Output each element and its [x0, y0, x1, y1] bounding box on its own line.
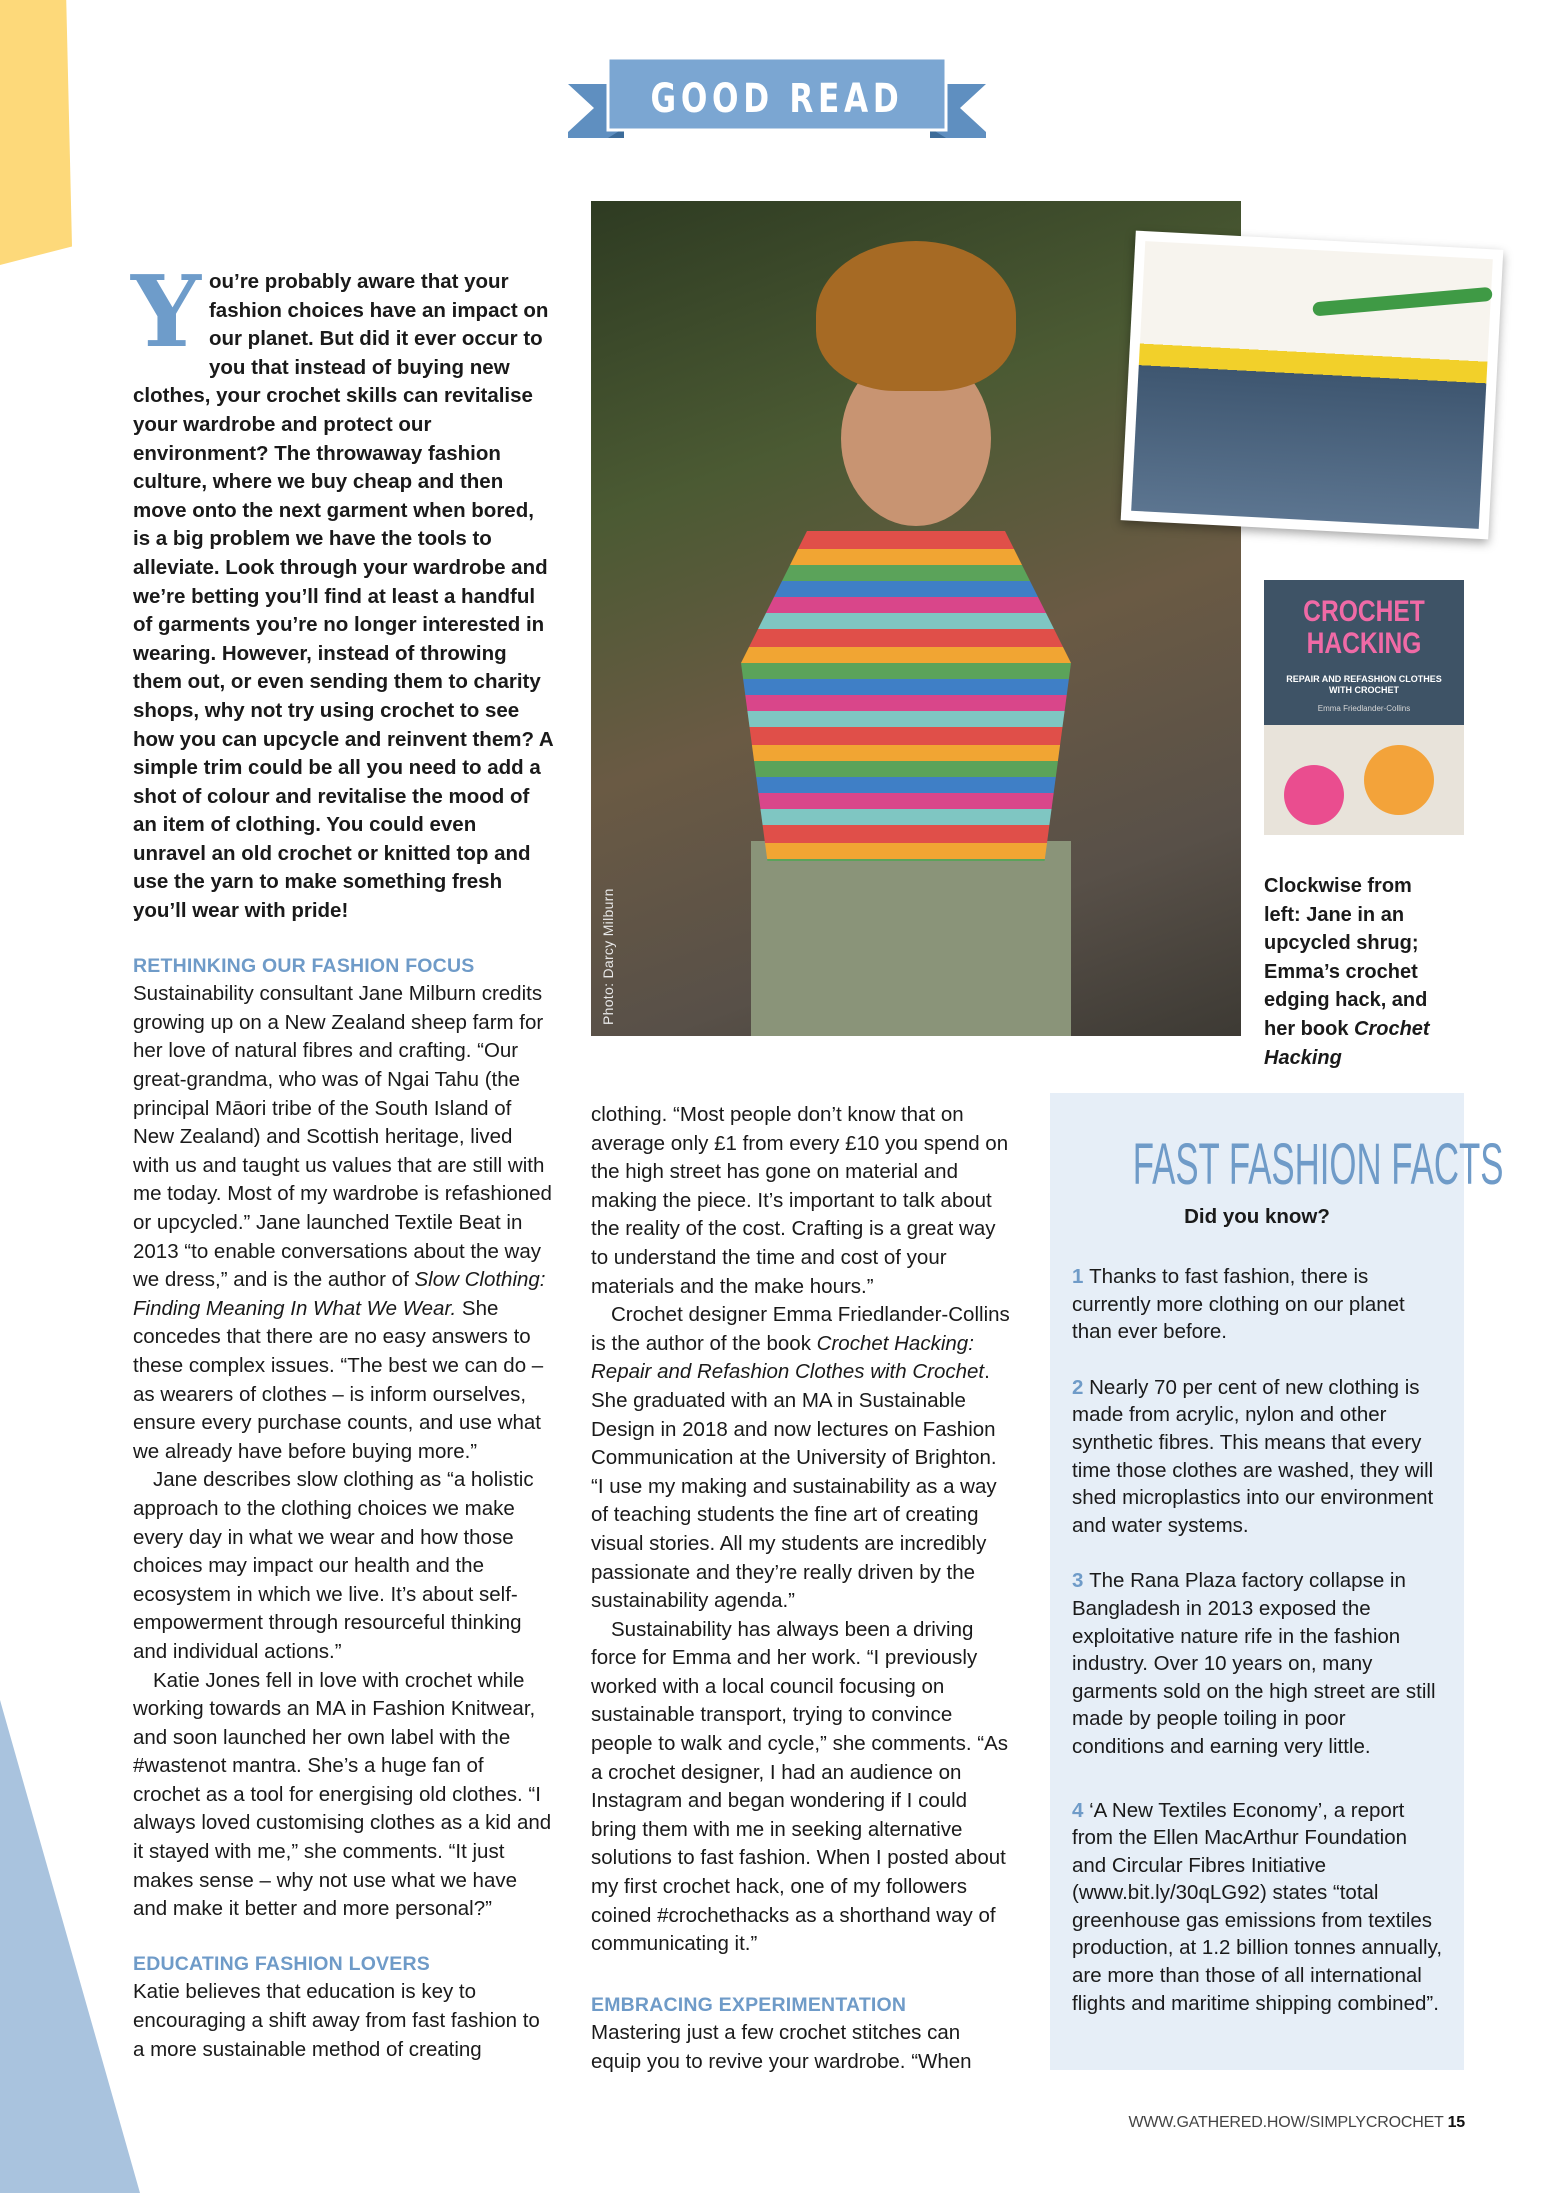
- facts-subtitle: Did you know?: [1184, 1205, 1330, 1228]
- article-column-2: [591, 1101, 1011, 2077]
- facts-list: [1072, 1263, 1442, 2045]
- banner-title: GOOD READ: [650, 76, 904, 122]
- photo-crochet-edging-hack: [1121, 231, 1504, 540]
- intro-paragraph: [131, 255, 553, 926]
- corner-decoration-blue: [0, 1700, 140, 2193]
- body-paragraph: Jane describes slow clothing as “a holistic approach to the clothing choices we make every day in what we wear and how those choices may impact our health and the ecosystem in which we live. It’s about self-empowerment through resourceful thinking and individual actions.”: [133, 1468, 534, 1663]
- body-paragraph: Sustainability has always been a driving force for Emma and her work. “I previously worked with a local council focusing on sustainable transport, trying to convince people to walk and cycle,” she comments. “As a crochet designer, I had an audience on Instagram and began wondering if I could bring them with me in seeking alternative solutions to fast fashion. When I posted about my first crochet hack, one of my followers coined #crochethacks as a shorthand way of communicating it.”: [591, 1617, 1009, 1956]
- corner-decoration-yellow: [0, 0, 72, 265]
- drop-cap: Y: [131, 255, 201, 370]
- caption-book-title: Crochet Hacking: [1264, 1017, 1430, 1069]
- article-column-1: [131, 255, 553, 2064]
- book-cover-title: CROCHET HACKING: [1303, 595, 1425, 660]
- book-cover-crochet-hacking: [1264, 580, 1464, 835]
- subheading-embracing: EMBRACING EXPERIMENTATION: [591, 1993, 907, 2016]
- fact-item: 1 Thanks to fast fashion, there is currently more clothing on our planet than ever before.: [1072, 1265, 1405, 1344]
- body-paragraph: clothing. “Most people don’t know that on average only £1 from every £10 you spend on the high street has gone on material and making the piece. It’s important to talk about the reality of the cost. Crafting is a great way to understand the time and cost of your materials and the make hours.”: [591, 1103, 1009, 1298]
- fact-item: 4 ‘A New Textiles Economy’, a report from the Ellen MacArthur Foundation and Circular Fibres Initiative (www.bit.ly/30qLG92) states “total greenhouse gas emissions from textiles production, at 1.2 billion tonnes annually, are more than those of all international flights and maritime shipping combined”.: [1072, 1798, 1443, 2015]
- fact-item: 3 The Rana Plaza factory collapse in Bangladesh in 2013 exposed the exploitative nature rife in the fashion industry. Over 10 years on, many garments sold on the high street are still made by people toiling in poor conditions and earning very little.: [1072, 1569, 1436, 1758]
- fact-number: 2: [1072, 1375, 1090, 1399]
- body-paragraph: Katie believes that education is key to encouraging a shift away from fast fashion to a more sustainable method of creating: [133, 1980, 540, 2061]
- body-paragraph: Mastering just a few crochet stitches can equip you to revive your wardrobe. “When: [591, 2021, 972, 2073]
- book-title-italic: Slow Clothing: Finding Meaning In What We Wear.: [133, 1268, 546, 1320]
- fact-number: 1: [1072, 1265, 1090, 1288]
- subheading-educating: EDUCATING FASHION LOVERS: [133, 1952, 430, 1975]
- section-banner: [568, 52, 986, 144]
- book-title-italic: Crochet Hacking: Repair and Refashion Clothes with Crochet: [591, 1331, 985, 1384]
- fact-item: 2 Nearly 70 per cent of new clothing is made from acrylic, nylon and other synthetic fibres. This means that every time those clothes are washed, they will shed microplastics into our environment and water systems.: [1072, 1375, 1434, 1537]
- page-number: 15: [1447, 2114, 1465, 2131]
- page-footer: [1128, 2114, 1465, 2132]
- book-cover-author: Emma Friedlander-Collins: [1317, 704, 1411, 713]
- photo-credit: Photo: Darcy Milburn: [600, 888, 616, 1025]
- body-paragraph: Sustainability consultant Jane Milburn credits growing up on a New Zealand sheep farm for her love of natural fibres and crafting. “Our great-grandma, who was of Ngai Tahu (the principal Māori tribe of the South Island of New Zealand) and Scottish heritage, lived with us and taught us values that are still with me today. Most of my wardrobe is refashioned or upcycled.” Jane launched Textile Beat in 2013 “to enable conversations about the way we dress,” and is the author of Slow Clothing: Finding Meaning In What We Wear. She concedes that there are no easy answers to these complex issues. “The best we can do – as wearers of clothes – is inform ourselves, ensure every purchase counts, and use what we already have before buying more.”: [133, 982, 552, 1463]
- subheading-rethinking: RETHINKING OUR FASHION FOCUS: [133, 954, 475, 977]
- body-paragraph: Crochet designer Emma Friedlander-Collins is the author of the book Crochet Hacking: Repair and Refashion Clothes with Crochet. She graduated with an MA in Sustainable Design in 2018 and now lectures on Fashion Communication at the University of Brighton. “I use my making and sustainability as a way of teaching students the fine art of creating visual stories. All my students are incredibly passionate and they’re really driven by the sustainability agenda.”: [591, 1303, 1010, 1613]
- fast-fashion-facts-box: [1050, 1093, 1504, 2070]
- fact-number: 3: [1072, 1569, 1090, 1593]
- footer-url[interactable]: WWW.GATHERED.HOW/SIMPLYCROCHET: [1128, 2114, 1444, 2131]
- fact-number: 4: [1072, 1798, 1090, 1822]
- photo-caption: Clockwise from left: Jane in an upcycled shrug; Emma’s crochet edging hack, and her book Crochet Hacking: [1264, 875, 1430, 1069]
- crochet-hook-icon: [1312, 287, 1493, 317]
- body-paragraph: Katie Jones fell in love with crochet while working towards an MA in Fashion Knitwear, and soon launched her own label with the #wastenot mantra. She’s a huge fan of crochet as a tool for energising old clothes. “I always loved customising clothes as a kid and it stayed with me,” she comments. “It just makes sense – why not use what we have and make it better and more personal?”: [133, 1668, 552, 1921]
- facts-title: FAST FASHION FACTS: [1132, 1132, 1504, 1197]
- intro-text: ou’re probably aware that your fashion choices have an impact on our planet. But did it ever occur to you that instead of buying new clothes, your crochet skills can revitalise your wardrobe and protect our environment? The throwaway fashion culture, where we buy cheap and then move onto the next garment when bored, is a big problem we have the tools to alleviate. Look through your wardrobe and we’re betting you’ll find at least a handful of garments you’re no longer interested in wearing. However, instead of throwing them out, or even sending them to charity shops, why not try using crochet to see how you can upcycle and reinvent them? A simple trim could be all you need to add a shot of colour and revitalise the mood of an item of clothing. You could even unravel an old crochet or knitted top and use the yarn to make something fresh you’ll wear with pride!: [133, 270, 553, 923]
- book-cover-subtitle: REPAIR AND REFASHION CLOTHES WITH CROCHET: [1286, 674, 1442, 695]
